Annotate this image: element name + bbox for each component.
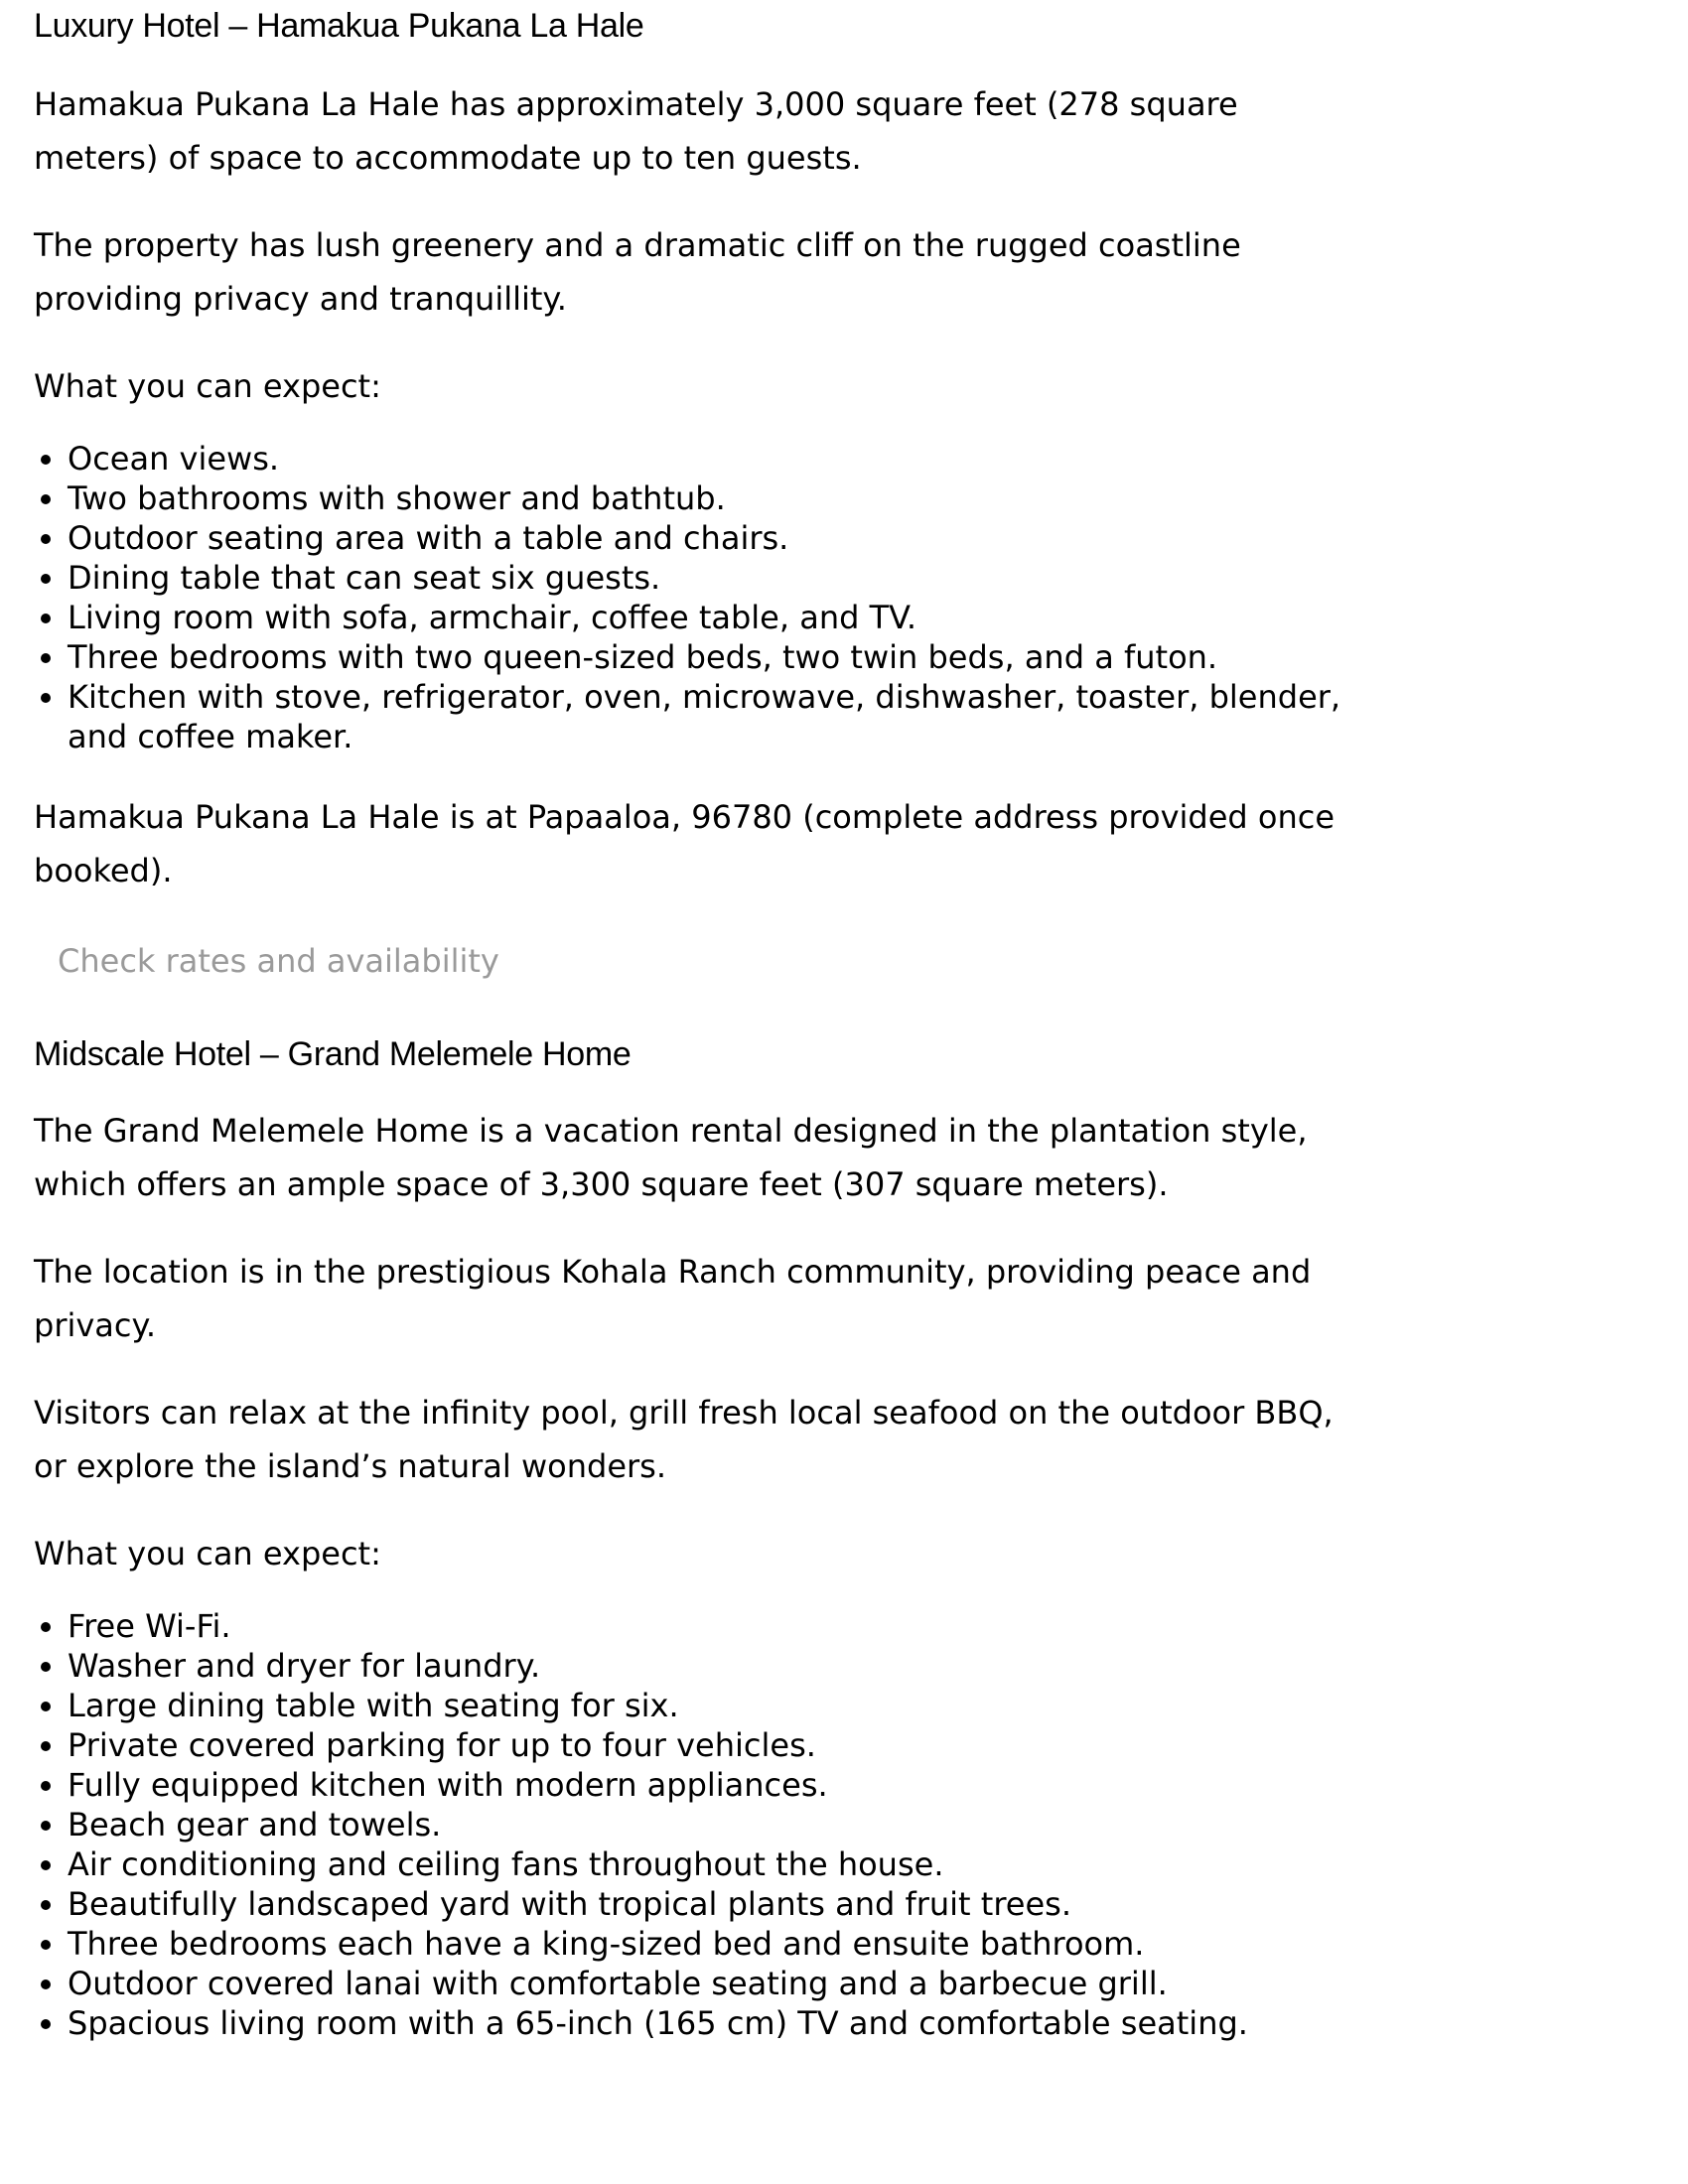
section-paragraph: The location is in the prestigious Kohala Ranch community, providing peace and privacy. xyxy=(34,1253,1312,1344)
section-title-luxury-hotel: Luxury Hotel – Hamakua Pukana La Hale xyxy=(34,7,644,45)
list-item: • Large dining table with seating for six. xyxy=(68,1686,1344,1725)
list-item: • Beautifully landscaped yard with tropical plants and fruit trees. xyxy=(68,1884,1344,1924)
amenities-list xyxy=(34,1606,1344,2043)
section-title-midscale-hotel: Midscale Hotel – Grand Melemele Home xyxy=(34,1035,632,1073)
list-item: • Kitchen with stove, refrigerator, oven, microwave, dishwasher, toaster, blender, and coffee maker. xyxy=(68,677,1344,756)
list-item: • Washer and dryer for laundry. xyxy=(68,1646,1344,1686)
expect-heading: What you can expect: xyxy=(34,1535,381,1572)
list-item: • Outdoor covered lanai with comfortable seating and a barbecue grill. xyxy=(68,1964,1344,2003)
expect-heading: What you can expect: xyxy=(34,367,381,405)
list-item: • Spacious living room with a 65-inch (165 cm) TV and comfortable seating. xyxy=(68,2003,1344,2043)
section-paragraph: Hamakua Pukana La Hale has approximately 3,000 square feet (278 square meters) of space to accommodate up to ten guests. xyxy=(34,85,1238,177)
list-item: • Three bedrooms each have a king-sized bed and ensuite bathroom. xyxy=(68,1924,1344,1964)
list-item: • Living room with sofa, armchair, coffee table, and TV. xyxy=(68,598,1344,637)
section-paragraph: The property has lush greenery and a dramatic cliff on the rugged coastline providing privacy and tranquillity. xyxy=(34,226,1241,318)
section-paragraph: Visitors can relax at the infinity pool, grill fresh local seafood on the outdoor BBQ, or explore the island’s natural wonders. xyxy=(34,1394,1334,1485)
list-item: • Outdoor seating area with a table and chairs. xyxy=(68,518,1344,558)
list-item: • Ocean views. xyxy=(68,439,1344,478)
amenities-list xyxy=(34,439,1344,756)
list-item: • Free Wi-Fi. xyxy=(68,1606,1344,1646)
location-paragraph: Hamakua Pukana La Hale is at Papaaloa, 96780 (complete address provided once booked). xyxy=(34,798,1336,889)
list-item: • Beach gear and towels. xyxy=(68,1805,1344,1844)
list-item: • Dining table that can seat six guests. xyxy=(68,558,1344,598)
list-item: • Fully equipped kitchen with modern appliances. xyxy=(68,1765,1344,1805)
list-item: • Three bedrooms with two queen-sized beds, two twin beds, and a futon. xyxy=(68,637,1344,677)
section-paragraph: The Grand Melemele Home is a vacation rental designed in the plantation style, which offers an ample space of 3,300 square feet (307 square meters). xyxy=(34,1112,1308,1203)
article-content xyxy=(34,0,1344,2043)
check-rates-link[interactable]: Check rates and availability xyxy=(58,942,499,980)
list-item: • Private covered parking for up to four vehicles. xyxy=(68,1725,1344,1765)
list-item: • Two bathrooms with shower and bathtub. xyxy=(68,478,1344,518)
list-item: • Air conditioning and ceiling fans throughout the house. xyxy=(68,1844,1344,1884)
